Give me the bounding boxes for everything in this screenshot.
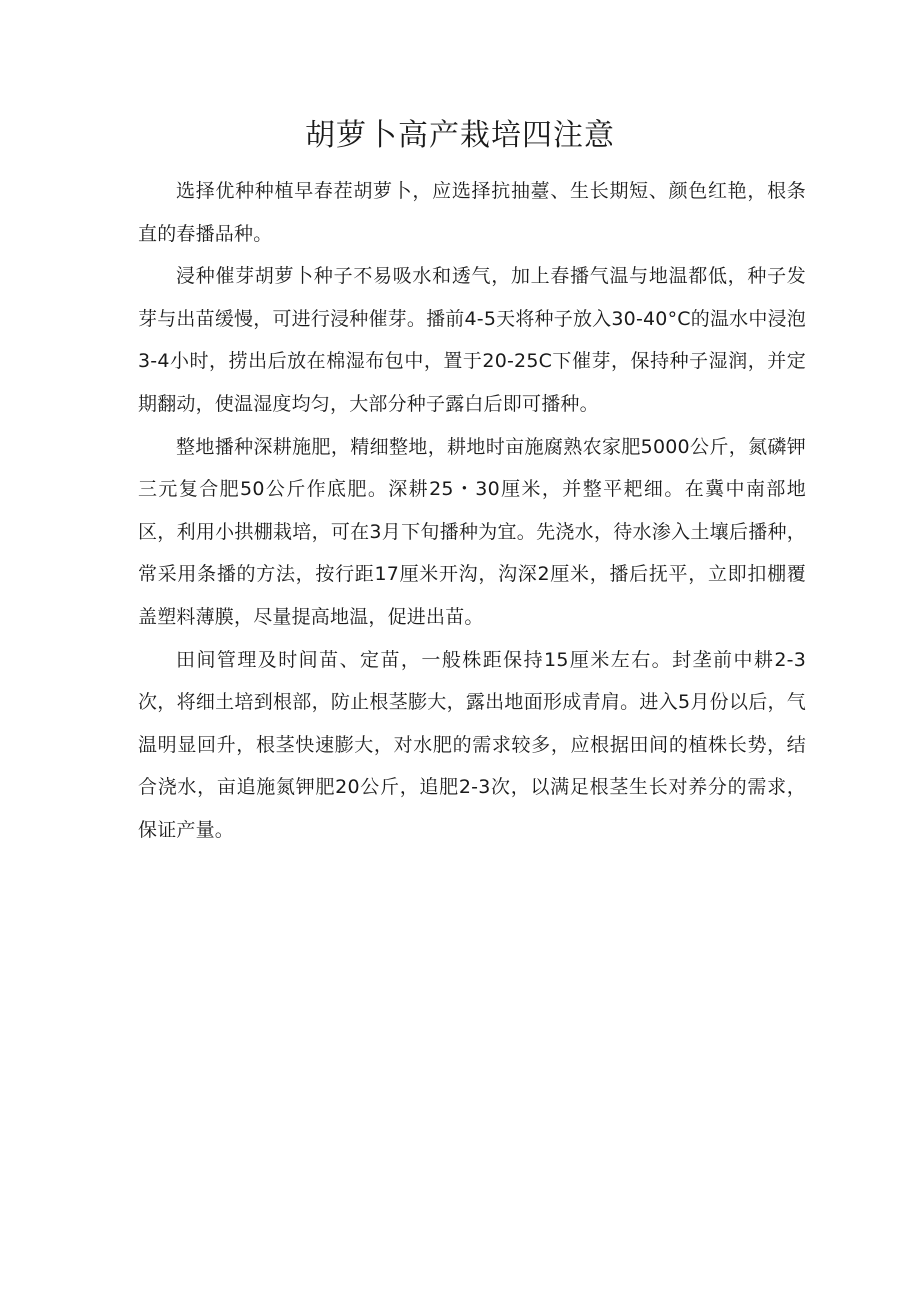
paragraph-field-management: 田间管理及时间苗、定苗，一般株距保持15厘米左右。封垄前中耕2-3次，将细土培到根部，防止根茎膨大，露出地面形成青肩。进入5月份以后，气温明显回升，根茎快速膨大，对水肥的需求较多，应根据田间的植株长势，结合浇水，亩追施氮钾肥20公斤，追肥2-3次，以满足根茎生长对养分的需求，保证产量。 [138, 648, 806, 841]
paragraph-soil-prep-sowing: 整地播种深耕施肥，精细整地，耕地时亩施腐熟农家肥5000公斤，氮磷钾三元复合肥50公斤作底肥。深耕25・30厘米，并整平耙细。在冀中南部地区，利用小拱棚栽培，可在3月下旬播种为宜。先浇水，待水渗入土壤后播种，常采用条播的方法，按行距17厘米开沟，沟深2厘米，播后抚平，立即扣棚覆盖塑料薄膜，尽量提高地温，促进出苗。 [138, 435, 806, 628]
paragraph-seed-soaking: 浸种催芽胡萝卜种子不易吸水和透气，加上春播气温与地温都低，种子发芽与出苗缓慢，可进行浸种催芽。播前4-5天将种子放入30-40°C的温水中浸泡3-4小时，捞出后放在棉湿布包中，置于20-25C下催芽，保持种子湿润，并定期翻动，使温湿度均匀，大部分种子露白后即可播种。 [138, 265, 806, 415]
document-body [138, 170, 806, 852]
paragraph-variety-selection: 选择优种种植早春茬胡萝卜，应选择抗抽薹、生长期短、颜色红艳，根条直的春播品种。 [138, 180, 806, 245]
document-title: 胡萝卜高产栽培四注意 [305, 118, 615, 153]
